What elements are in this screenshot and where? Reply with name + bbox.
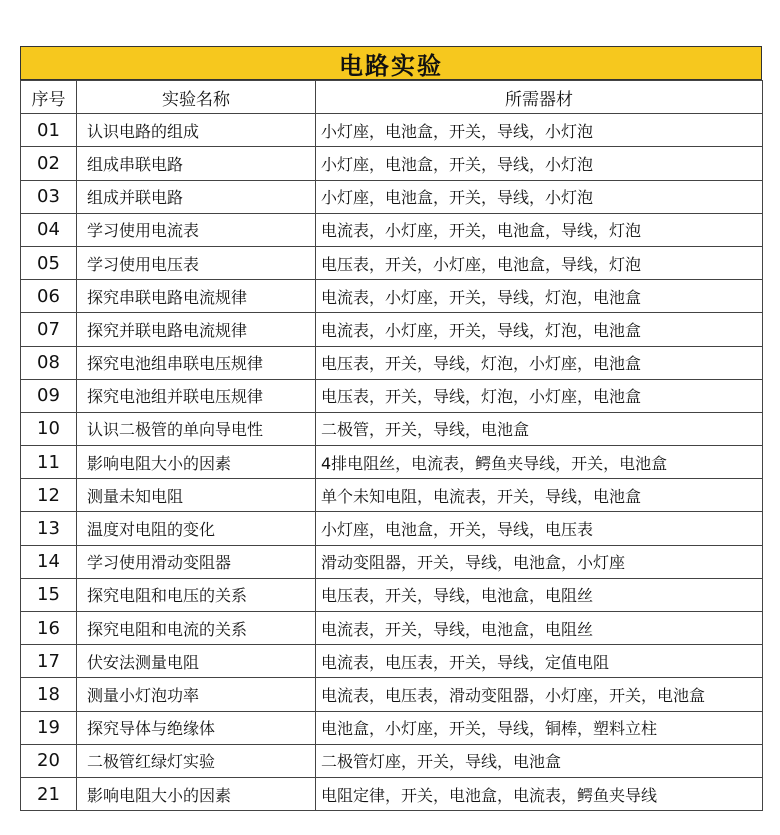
table-title: 电路实验 (20, 46, 762, 80)
materials-list: 小灯座，电池盒，开关，导线，小灯泡 (316, 114, 763, 147)
materials-list: 电阻定律，开关，电池盒，电流表，鳄鱼夹导线 (316, 777, 763, 810)
table-row (21, 114, 763, 147)
row-number: 05 (21, 246, 77, 279)
materials-list: 电压表，开关，导线，灯泡，小灯座，电池盒 (316, 346, 763, 379)
table-row (21, 578, 763, 611)
experiment-table-container (20, 46, 762, 811)
table-row (21, 246, 763, 279)
table-row (21, 711, 763, 744)
experiment-name: 探究导体与绝缘体 (77, 711, 316, 744)
table-row (21, 147, 763, 180)
row-number: 19 (21, 711, 77, 744)
experiment-name: 组成并联电路 (77, 180, 316, 213)
row-number: 14 (21, 545, 77, 578)
experiment-name: 温度对电阻的变化 (77, 512, 316, 545)
row-number: 04 (21, 213, 77, 246)
materials-list: 电流表，电压表，开关，导线，定值电阻 (316, 645, 763, 678)
materials-list: 滑动变阻器，开关，导线，电池盒，小灯座 (316, 545, 763, 578)
materials-list: 电流表，小灯座，开关，电池盒，导线，灯泡 (316, 213, 763, 246)
materials-list: 电流表，小灯座，开关，导线，灯泡，电池盒 (316, 280, 763, 313)
experiment-name: 探究并联电路电流规律 (77, 313, 316, 346)
table-row (21, 678, 763, 711)
row-number: 06 (21, 280, 77, 313)
table-row (21, 412, 763, 445)
table-row (21, 545, 763, 578)
table-row (21, 744, 763, 777)
materials-list: 电流表，小灯座，开关，导线，灯泡，电池盒 (316, 313, 763, 346)
experiment-name: 影响电阻大小的因素 (77, 446, 316, 479)
header-name: 实验名称 (77, 81, 316, 114)
experiment-name: 探究电池组串联电压规律 (77, 346, 316, 379)
materials-list: 单个未知电阻，电流表，开关，导线，电池盒 (316, 479, 763, 512)
table-row (21, 379, 763, 412)
experiment-table (20, 80, 763, 811)
materials-list: 二极管灯座，开关，导线，电池盒 (316, 744, 763, 777)
row-number: 16 (21, 612, 77, 645)
row-number: 15 (21, 578, 77, 611)
header-materials: 所需器材 (316, 81, 763, 114)
experiment-name: 认识电路的组成 (77, 114, 316, 147)
experiment-name: 探究电阻和电流的关系 (77, 612, 316, 645)
row-number: 18 (21, 678, 77, 711)
experiment-name: 认识二极管的单向导电性 (77, 412, 316, 445)
experiment-name: 学习使用滑动变阻器 (77, 545, 316, 578)
materials-list: 小灯座，电池盒，开关，导线，小灯泡 (316, 147, 763, 180)
header-no: 序号 (21, 81, 77, 114)
materials-list: 4排电阻丝，电流表，鳄鱼夹导线，开关，电池盒 (316, 446, 763, 479)
row-number: 01 (21, 114, 77, 147)
row-number: 03 (21, 180, 77, 213)
table-row (21, 346, 763, 379)
materials-list: 二极管，开关，导线，电池盒 (316, 412, 763, 445)
materials-list: 小灯座，电池盒，开关，导线，电压表 (316, 512, 763, 545)
experiment-name: 测量小灯泡功率 (77, 678, 316, 711)
table-row (21, 479, 763, 512)
row-number: 02 (21, 147, 77, 180)
row-number: 10 (21, 412, 77, 445)
experiment-name: 伏安法测量电阻 (77, 645, 316, 678)
experiment-name: 组成串联电路 (77, 147, 316, 180)
header-row (21, 81, 763, 114)
table-row (21, 512, 763, 545)
row-number: 11 (21, 446, 77, 479)
row-number: 21 (21, 777, 77, 810)
experiment-name: 探究电池组并联电压规律 (77, 379, 316, 412)
row-number: 17 (21, 645, 77, 678)
table-row (21, 180, 763, 213)
experiment-name: 二极管红绿灯实验 (77, 744, 316, 777)
table-row (21, 645, 763, 678)
materials-list: 电流表，电压表，滑动变阻器，小灯座，开关，电池盒 (316, 678, 763, 711)
table-row (21, 280, 763, 313)
experiment-name: 学习使用电流表 (77, 213, 316, 246)
materials-list: 电压表，开关，小灯座，电池盒，导线，灯泡 (316, 246, 763, 279)
row-number: 20 (21, 744, 77, 777)
experiment-name: 学习使用电压表 (77, 246, 316, 279)
table-row (21, 213, 763, 246)
experiment-name: 探究串联电路电流规律 (77, 280, 316, 313)
materials-list: 电压表，开关，导线，灯泡，小灯座，电池盒 (316, 379, 763, 412)
materials-list: 小灯座，电池盒，开关，导线，小灯泡 (316, 180, 763, 213)
materials-list: 电压表，开关，导线，电池盒，电阻丝 (316, 578, 763, 611)
row-number: 09 (21, 379, 77, 412)
experiment-name: 探究电阻和电压的关系 (77, 578, 316, 611)
row-number: 08 (21, 346, 77, 379)
experiment-name: 影响电阻大小的因素 (77, 777, 316, 810)
table-row (21, 777, 763, 810)
table-row (21, 446, 763, 479)
table-row (21, 313, 763, 346)
table-row (21, 612, 763, 645)
row-number: 12 (21, 479, 77, 512)
row-number: 07 (21, 313, 77, 346)
experiment-name: 测量未知电阻 (77, 479, 316, 512)
row-number: 13 (21, 512, 77, 545)
materials-list: 电流表，开关，导线，电池盒，电阻丝 (316, 612, 763, 645)
materials-list: 电池盒，小灯座，开关，导线，铜棒，塑料立柱 (316, 711, 763, 744)
